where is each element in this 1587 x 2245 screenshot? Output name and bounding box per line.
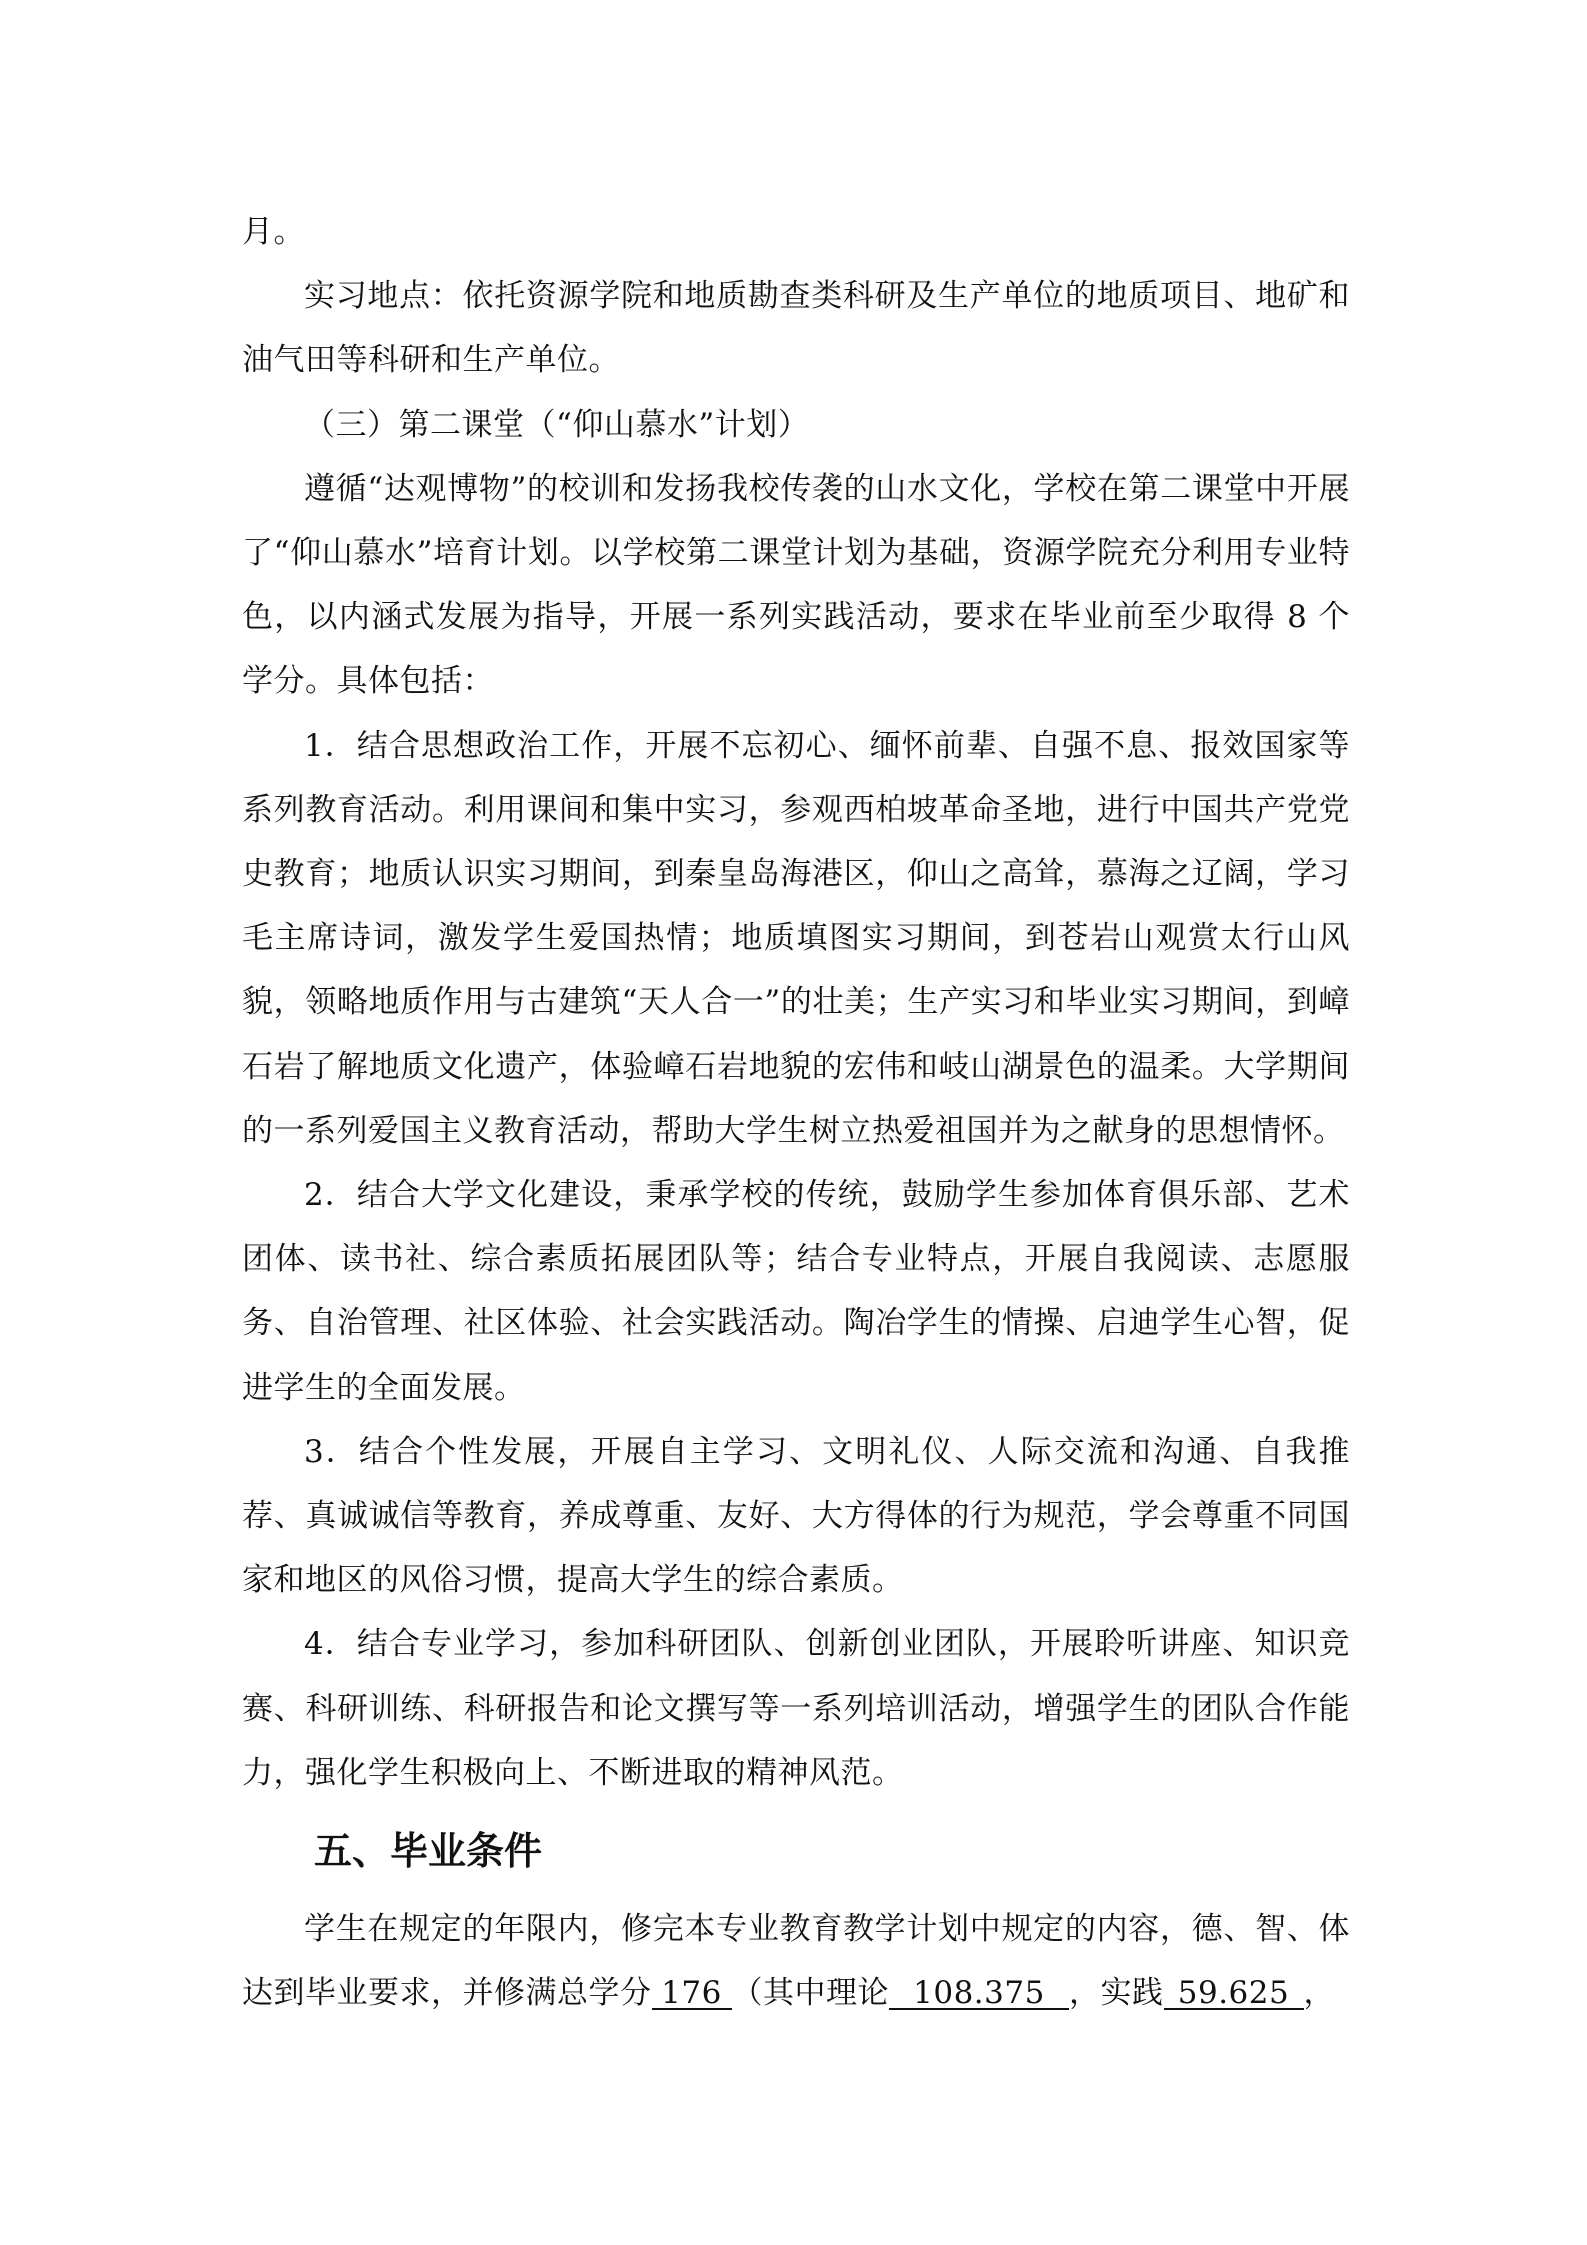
subsection-heading-second-classroom: （三）第二课堂（“仰山慕水”计划）	[304, 406, 810, 443]
paragraph-internship-location: 实习地点：依托资源学院和地质勘查类科研及生产单位的地质项目、地矿和油气田等科研和生产单位。	[242, 278, 1350, 379]
list-item-3: 3．结合个性发展，开展自主学习、文明礼仪、人际交流和沟通、自我推荐、真诚诚信等教育，养成尊重、友好、大方得体的行为规范，学会尊重不同国家和地区的风俗习惯，提高大学生的综合素质。	[242, 1433, 1350, 1599]
list-item-2: 2．结合大学文化建设，秉承学校的传统，鼓励学生参加体育俱乐部、艺术团体、读书社、综合素质拓展团队等；结合专业特点，开展自我阅读、志愿服务、自治管理、社区体验、社会实践活动。陶冶学生的情操、启迪学生心智，促进学生的全面发展。	[242, 1177, 1350, 1406]
list-item-4: 4．结合专业学习，参加科研团队、创新创业团队，开展聆听讲座、知识竞赛、科研训练、科研报告和论文撰写等一系列培训活动，增强学生的团队合作能力，强化学生积极向上、不断进取的精神风范。	[242, 1626, 1350, 1791]
document-page	[242, 200, 1350, 2025]
grad-text-d: ，	[1303, 1975, 1335, 2012]
grad-text-b: （其中理论	[731, 1975, 889, 2012]
paragraph-graduation-requirements	[242, 1897, 1350, 2025]
total-credits-value: 176	[652, 1978, 732, 2010]
paragraph-second-classroom-intro: 遵循“达观博物”的校训和发扬我校传袭的山水文化，学校在第二课堂中开展了“仰山慕水”培育计划。以学校第二课堂计划为基础，资源学院充分利用专业特色，以内涵式发展为指导，开展一系列实践活动，要求在毕业前至少取得 8 个学分。具体包括：	[242, 470, 1350, 700]
grad-text-c: ，实践	[1069, 1975, 1164, 2012]
paragraph-continuation: 月。	[242, 214, 305, 250]
section-heading-graduation: 五、毕业条件	[314, 1829, 543, 1874]
grad-text-a: 学生在规定的年限内，修完本专业教育教学计划中规定的内容，德、智、体达到毕业要求，并修满总学分	[242, 1911, 1350, 2012]
list-item-1: 1．结合思想政治工作，开展不忘初心、缅怀前辈、自强不息、报效国家等系列教育活动。利用课间和集中实习，参观西柏坡革命圣地，进行中国共产党党史教育；地质认识实习期间，到秦皇岛海港区，仰山之高耸，慕海之辽阔，学习毛主席诗词，激发学生爱国热情；地质填图实习期间，到苍岩山观赏太行山风貌，领略地质作用与古建筑“天人合一”的壮美；生产实习和毕业实习期间，到嶂石岩了解地质文化遗产，体验嶂石岩地貌的宏伟和岐山湖景色的温柔。大学期间的一系列爱国主义教育活动，帮助大学生树立热爱祖国并为之献身的思想情怀。	[242, 727, 1350, 1149]
theory-credits-value: 108.375	[889, 1978, 1069, 2010]
practice-credits-value: 59.625	[1164, 1978, 1304, 2010]
